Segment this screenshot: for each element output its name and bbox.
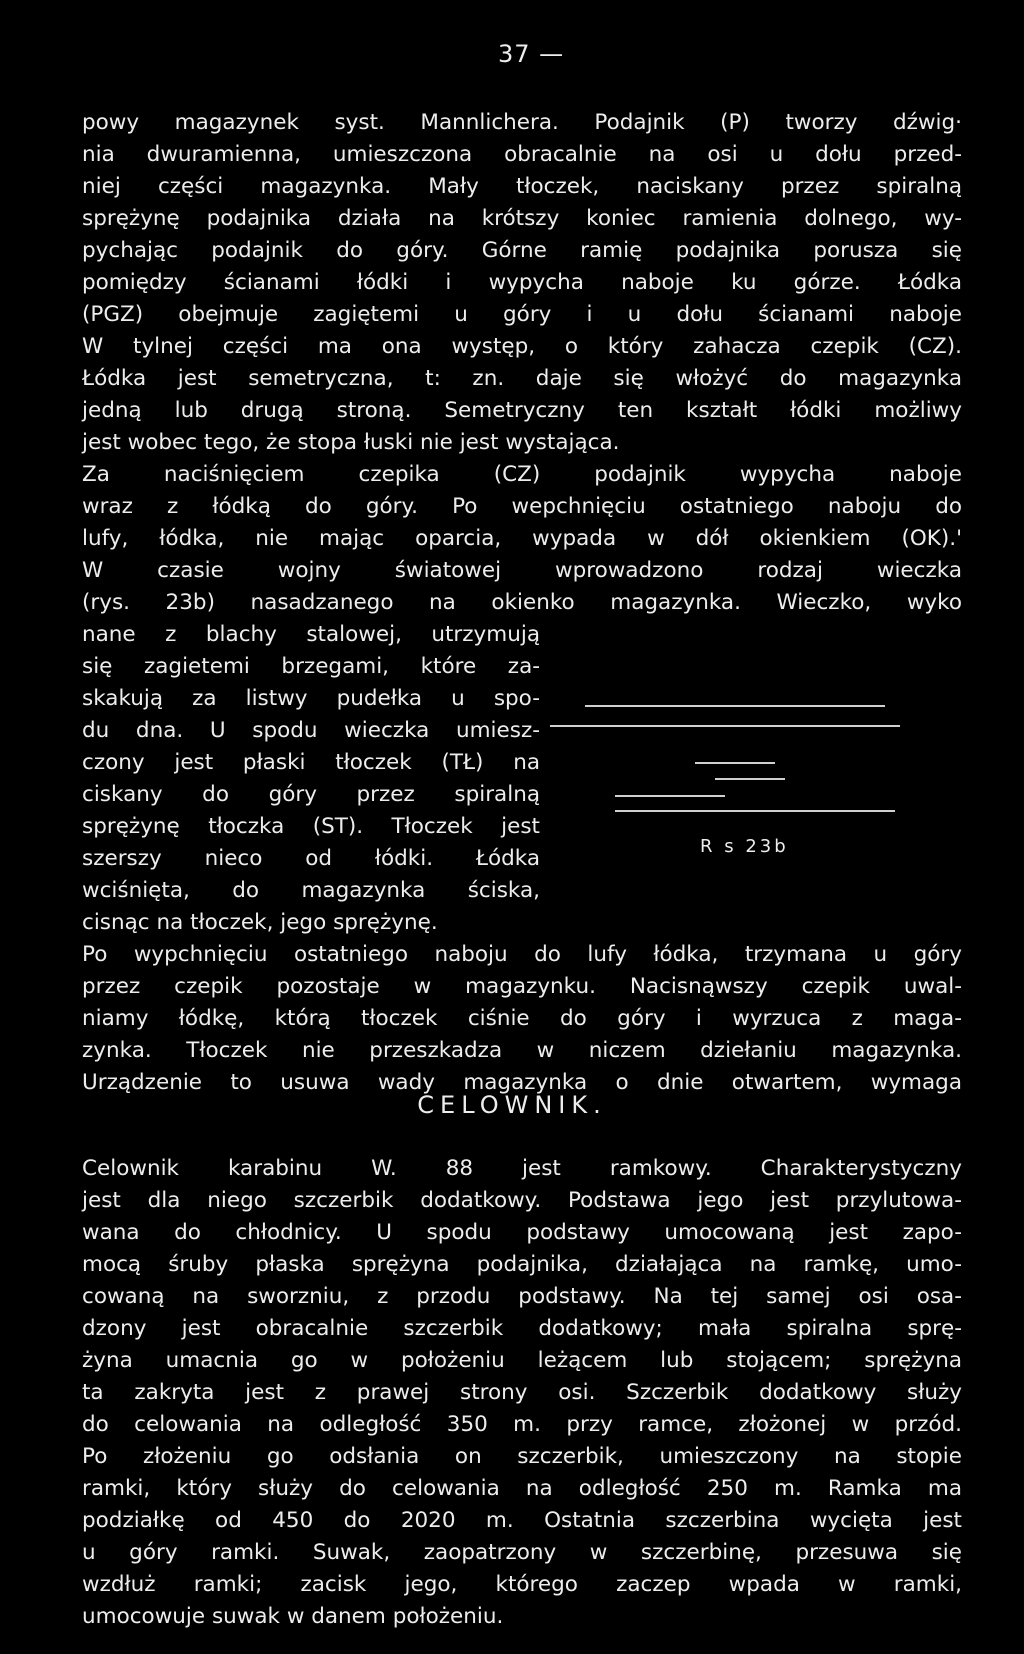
text-line: W tylnej części ma ona występ, o który zahacza czepik (CZ). <box>82 334 962 359</box>
text-line: Urządzenie to usuwa wady magazynka o dnie otwartem, wymaga <box>82 1070 962 1095</box>
text-line: podziałkę od 450 do 2020 m. Ostatnia szczerbina wycięta jest <box>82 1508 962 1533</box>
text-line: szerszy nieco od łódki. Łódka <box>82 846 540 871</box>
text-line: Łódka jest semetryczna, t: zn. daje się włożyć do magazynka <box>82 366 962 391</box>
text-line: umocowuje suwak w danem położeniu. <box>82 1604 504 1629</box>
text-line: ta zakryta jest z prawej strony osi. Szczerbik dodatkowy służy <box>82 1380 962 1405</box>
text-line: Po wypchnięciu ostatniego naboju do lufy łódka, trzymana u góry <box>82 942 962 967</box>
section-heading: CELOWNIK. <box>417 1091 607 1119</box>
text-line: ciskany do góry przez spiralną <box>82 782 540 807</box>
text-line: jest dla niego szczerbik dodatkowy. Podstawa jego jest przylutowa- <box>82 1188 962 1213</box>
text-line: powy magazynek syst. Mannlichera. Podajnik (P) tworzy dźwig· <box>82 110 962 135</box>
text-line: mocą śruby płaska sprężyna podajnika, działająca na ramkę, umo- <box>82 1252 962 1277</box>
text-line: jedną lub drugą stroną. Semetryczny ten kształt łódki możliwy <box>82 398 962 423</box>
figure-caption: R s 23b <box>700 836 789 857</box>
figure-line <box>550 725 900 727</box>
text-line: niej części magazynka. Mały tłoczek, naciskany przez spiralną <box>82 174 962 199</box>
text-line: niamy łódkę, którą tłoczek ciśnie do góry i wyrzuca z maga- <box>82 1006 962 1031</box>
text-line: cowaną na sworzniu, z przodu podstawy. Na tej samej osi osa- <box>82 1284 962 1309</box>
page-number: 37 — <box>498 40 565 68</box>
text-line: Po złożeniu go odsłania on szczerbik, umieszczony na stopie <box>82 1444 962 1469</box>
figure-line <box>715 778 785 780</box>
text-line: czony jest płaski tłoczek (TŁ) na <box>82 750 540 775</box>
text-line: pomiędzy ścianami łódki i wypycha naboje ku górze. Łódka <box>82 270 962 295</box>
text-line: do celowania na odległość 350 m. przy ramce, złożonej w przód. <box>82 1412 962 1437</box>
figure-line <box>615 810 895 812</box>
text-line: sprężynę tłoczka (ST). Tłoczek jest <box>82 814 540 839</box>
text-line: się zagietemi brzegami, które za- <box>82 654 540 679</box>
text-line: żyna umacnia go w położeniu leżącem lub stojącem; sprężyna <box>82 1348 962 1373</box>
text-line: dzony jest obracalnie szczerbik dodatkowy; mała spiralna sprę- <box>82 1316 962 1341</box>
text-line: zynka. Tłoczek nie przeszkadza w niczem dziełaniu magazynka. <box>82 1038 962 1063</box>
text-line: Celownik karabinu W. 88 jest ramkowy. Charakterystyczny <box>82 1156 962 1181</box>
figure-line <box>615 795 725 797</box>
figure-line <box>695 762 775 764</box>
text-line: nia dwuramienna, umieszczona obracalnie na osi u dołu przed- <box>82 142 962 167</box>
text-line: wzdłuż ramki; zacisk jego, którego zaczep wpada w ramki, <box>82 1572 962 1597</box>
text-line: Za naciśnięciem czepika (CZ) podajnik wypycha naboje <box>82 462 962 487</box>
text-line: jest wobec tego, że stopa łuski nie jest wystająca. <box>82 430 620 455</box>
text-line: W czasie wojny światowej wprowadzono rodzaj wieczka <box>82 558 962 583</box>
text-line: wciśnięta, do magazynka ściska, <box>82 878 540 903</box>
text-line: wana do chłodnicy. U spodu podstawy umocowaną jest zapo- <box>82 1220 962 1245</box>
text-line: wraz z łódką do góry. Po wepchnięciu ostatniego naboju do <box>82 494 962 519</box>
text-line: skakują za listwy pudełka u spo- <box>82 686 540 711</box>
text-line: pychając podajnik do góry. Górne ramię podajnika porusza się <box>82 238 962 263</box>
text-line: u góry ramki. Suwak, zaopatrzony w szczerbinę, przesuwa się <box>82 1540 962 1565</box>
text-line: lufy, łódka, nie mając oparcia, wypada w dół okienkiem (OK).' <box>82 526 962 551</box>
text-line: (PGZ) obejmuje zagiętemi u góry i u dołu ścianami naboje <box>82 302 962 327</box>
text-line: przez czepik pozostaje w magazynku. Nacisnąwszy czepik uwal- <box>82 974 962 999</box>
text-line: ramki, który służy do celowania na odległość 250 m. Ramka ma <box>82 1476 962 1501</box>
text-line: cisnąc na tłoczek, jego sprężynę. <box>82 910 438 935</box>
text-line: sprężynę podajnika działa na krótszy koniec ramienia dolnego, wy- <box>82 206 962 231</box>
text-line: nane z blachy stalowej, utrzymują <box>82 622 540 647</box>
figure-line <box>585 705 885 707</box>
text-line: (rys. 23b) nasadzanego na okienko magazynka. Wieczko, wyko <box>82 590 962 615</box>
text-line: du dna. U spodu wieczka umiesz- <box>82 718 540 743</box>
